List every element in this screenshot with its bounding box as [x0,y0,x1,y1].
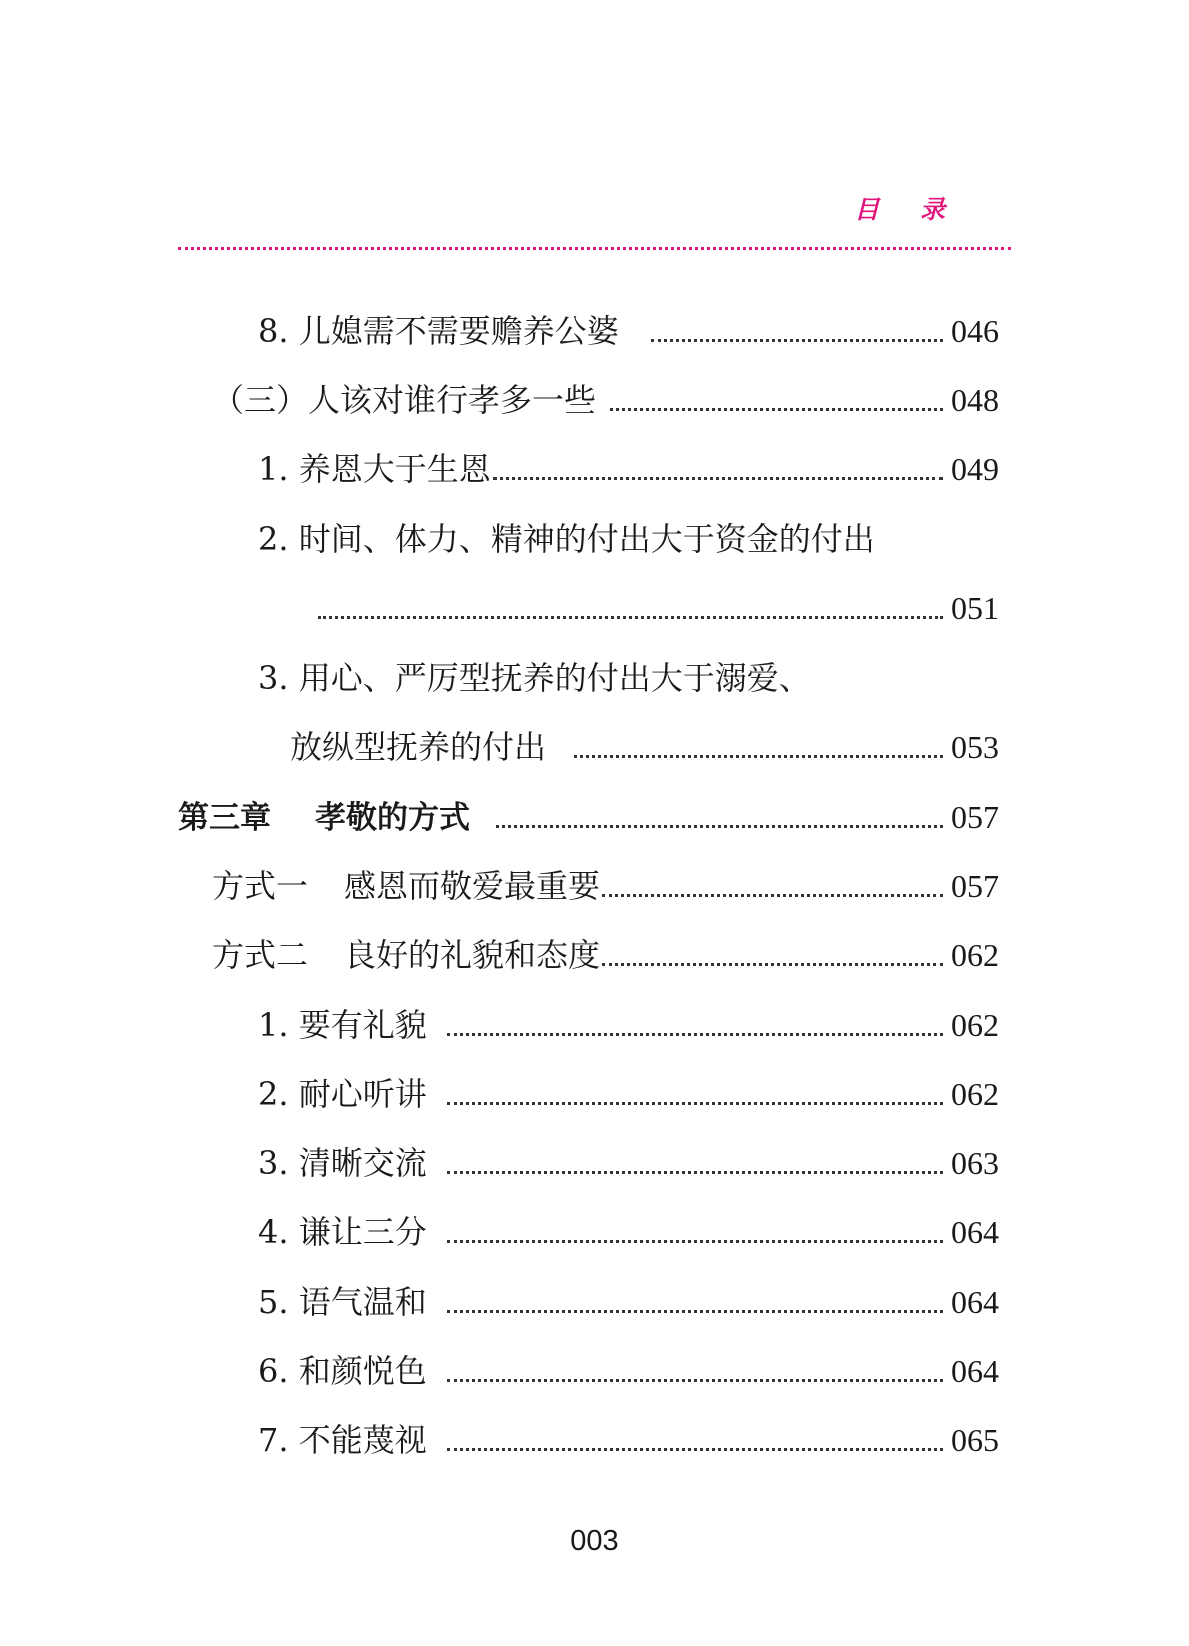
toc-entry-page: 064 [951,1353,999,1389]
dot-leader [493,477,943,480]
toc-entry-label: 3. 清晰交流 [258,1144,427,1182]
dot-leader [574,755,943,758]
dot-leader [447,1310,943,1313]
dot-leader [447,1379,943,1382]
toc-entry-page: 062 [951,1007,999,1043]
toc-entry-label: 2. 耐心听讲 [258,1075,427,1113]
toc-entry-page: 064 [951,1214,999,1250]
dot-leader [496,825,943,828]
toc-item-2[interactable] [258,1072,999,1116]
toc-entry-page: 053 [951,729,999,765]
toc-entry-page: 063 [951,1145,999,1181]
method-title: 良好的礼貌和态度 [344,936,601,974]
toc-entry-page: 048 [951,382,999,418]
toc-entry-label: 放纵型抚养的付出 [290,728,547,766]
dot-leader [602,963,943,966]
dot-leader [447,1448,943,1451]
toc-entry-label: 8. 儿媳需不需要赡养公婆 [258,312,619,350]
toc-entry-page: 046 [951,313,999,349]
toc-entry-label: （三）人该对谁行孝多一些 [212,381,597,419]
method-number: 方式二 [212,936,309,974]
toc-item-7[interactable] [258,1418,999,1462]
dot-leader [610,408,943,411]
toc-chapter-3[interactable] [178,795,999,839]
toc-entry-label: 1. 养恩大于生恩 [258,450,491,488]
toc-entry-3-line1[interactable]: 3. 用心、严厉型抚养的付出大于溺爱、 [258,659,811,697]
toc-method-2[interactable] [212,933,999,977]
toc-entry-page: 064 [951,1284,999,1320]
toc-entry-label: 4. 谦让三分 [258,1213,427,1251]
toc-method-1[interactable] [212,864,999,908]
chapter-title: 孝敬的方式 [315,800,470,836]
toc-entry-3-line2[interactable] [290,725,999,769]
toc-entry-8[interactable] [258,309,999,353]
toc-section-3[interactable] [212,378,999,422]
toc-entry-label: 6. 和颜悦色 [258,1352,427,1390]
toc-entry-label: 7. 不能蔑视 [258,1421,427,1459]
method-title: 感恩而敬爱最重要 [344,867,601,905]
toc-entry-page: 062 [951,937,999,973]
toc-item-4[interactable] [258,1210,999,1254]
toc-entry-page: 049 [951,451,999,487]
dot-leader [602,894,943,897]
toc-entry-2-line1[interactable]: 2. 时间、体力、精神的付出大于资金的付出 [258,520,875,558]
toc-item-5[interactable] [258,1280,999,1324]
toc-entry-page: 065 [951,1422,999,1458]
dot-leader [447,1033,943,1036]
toc-entry-page: 057 [951,868,999,904]
dot-leader [447,1102,943,1105]
method-number: 方式一 [212,867,309,905]
toc-entry-2-line2[interactable] [318,586,999,630]
dot-leader [318,616,943,619]
dot-leader [447,1240,943,1243]
header-title: 目 录 [854,195,961,224]
toc-entry-label: 1. 要有礼貌 [258,1006,427,1044]
toc-entry-label: 5. 语气温和 [258,1283,427,1321]
toc-item-6[interactable] [258,1349,999,1393]
toc-entry-page: 062 [951,1076,999,1112]
toc-entry-page: 057 [951,799,999,835]
toc-item-1[interactable] [258,1003,999,1047]
toc-entry-1[interactable] [258,447,999,491]
dot-leader [447,1171,943,1174]
dot-leader [651,339,943,342]
chapter-number: 第三章 [178,800,271,836]
toc-entry-page: 051 [951,590,999,626]
toc-item-3[interactable] [258,1141,999,1185]
page-number: 003 [570,1525,619,1557]
